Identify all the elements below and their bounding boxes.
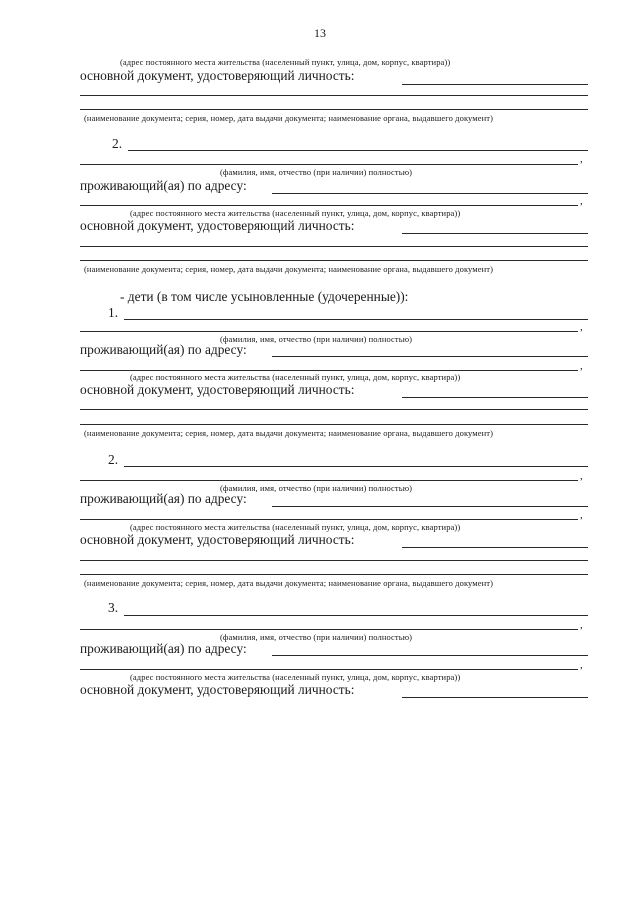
item-number: 3. [108, 600, 119, 615]
comma: , [580, 195, 583, 207]
label-residing: проживающий(ая) по адресу: [80, 641, 247, 656]
label-main-document: основной документ, удостоверяющий личность: [80, 218, 355, 233]
field-line[interactable] [80, 424, 588, 425]
field-line[interactable] [80, 574, 588, 575]
label-main-document: основной документ, удостоверяющий личность: [80, 532, 355, 547]
comma: , [580, 470, 583, 482]
comma: , [580, 153, 583, 165]
label-residing: проживающий(ая) по адресу: [80, 178, 247, 193]
field-line[interactable] [80, 669, 578, 670]
field-line[interactable] [80, 95, 588, 96]
field-line[interactable] [402, 397, 588, 398]
field-line[interactable] [80, 519, 578, 520]
field-line[interactable] [124, 615, 588, 616]
field-line[interactable] [124, 466, 588, 467]
children-heading: - дети (в том числе усыновленные (удочеренные)): [120, 289, 409, 304]
field-line[interactable] [80, 164, 578, 165]
label-main-document: основной документ, удостоверяющий личность: [80, 682, 355, 697]
caption-address: (адрес постоянного места жительства (населенный пункт, улица, дом, корпус, квартира)) [130, 522, 461, 532]
label-residing: проживающий(ая) по адресу: [80, 342, 247, 357]
field-line[interactable] [402, 233, 588, 234]
field-line[interactable] [402, 697, 588, 698]
field-line[interactable] [80, 560, 588, 561]
label-main-document: основной документ, удостоверяющий личность: [80, 382, 355, 397]
field-line[interactable] [402, 84, 588, 85]
caption-address: (адрес постоянного места жительства (населенный пункт, улица, дом, корпус, квартира)) [130, 372, 461, 382]
page-number: 13 [314, 26, 326, 40]
caption-fio: (фамилия, имя, отчество (при наличии) полностью) [220, 334, 413, 344]
field-line[interactable] [272, 655, 588, 656]
field-line[interactable] [128, 150, 588, 151]
caption-address: (адрес постоянного места жительства (населенный пункт, улица, дом, корпус, квартира)) [120, 57, 451, 67]
label-main-document: основной документ, удостоверяющий личность: [80, 68, 355, 83]
item-number: 1. [108, 305, 119, 320]
field-line[interactable] [80, 480, 578, 481]
field-line[interactable] [80, 109, 588, 110]
caption-fio: (фамилия, имя, отчество (при наличии) полностью) [220, 483, 413, 493]
field-line[interactable] [272, 193, 588, 194]
field-line[interactable] [402, 547, 588, 548]
field-line[interactable] [80, 205, 578, 206]
field-line[interactable] [80, 629, 578, 630]
caption-fio: (фамилия, имя, отчество (при наличии) полностью) [220, 632, 413, 642]
item-number: 2. [108, 452, 119, 467]
label-residing: проживающий(ая) по адресу: [80, 491, 247, 506]
field-line[interactable] [80, 409, 588, 410]
field-line[interactable] [80, 246, 588, 247]
field-line[interactable] [80, 370, 578, 371]
field-line[interactable] [272, 356, 588, 357]
comma: , [580, 659, 583, 671]
caption-address: (адрес постоянного места жительства (населенный пункт, улица, дом, корпус, квартира)) [130, 672, 461, 682]
field-line[interactable] [80, 331, 578, 332]
caption-document: (наименование документа; серия, номер, дата выдачи документа; наименование органа, выдавшего документ) [84, 113, 494, 123]
comma: , [580, 360, 583, 372]
caption-fio: (фамилия, имя, отчество (при наличии) полностью) [220, 167, 413, 177]
comma: , [580, 619, 583, 631]
caption-document: (наименование документа; серия, номер, дата выдачи документа; наименование органа, выдавшего документ) [84, 428, 494, 438]
field-line[interactable] [80, 260, 588, 261]
caption-document: (наименование документа; серия, номер, дата выдачи документа; наименование органа, выдавшего документ) [84, 578, 494, 588]
comma: , [580, 509, 583, 521]
caption-address: (адрес постоянного места жительства (населенный пункт, улица, дом, корпус, квартира)) [130, 208, 461, 218]
item-number: 2. [112, 136, 123, 151]
field-line[interactable] [272, 506, 588, 507]
field-line[interactable] [124, 319, 588, 320]
comma: , [580, 321, 583, 333]
caption-document: (наименование документа; серия, номер, дата выдачи документа; наименование органа, выдавшего документ) [84, 264, 494, 274]
